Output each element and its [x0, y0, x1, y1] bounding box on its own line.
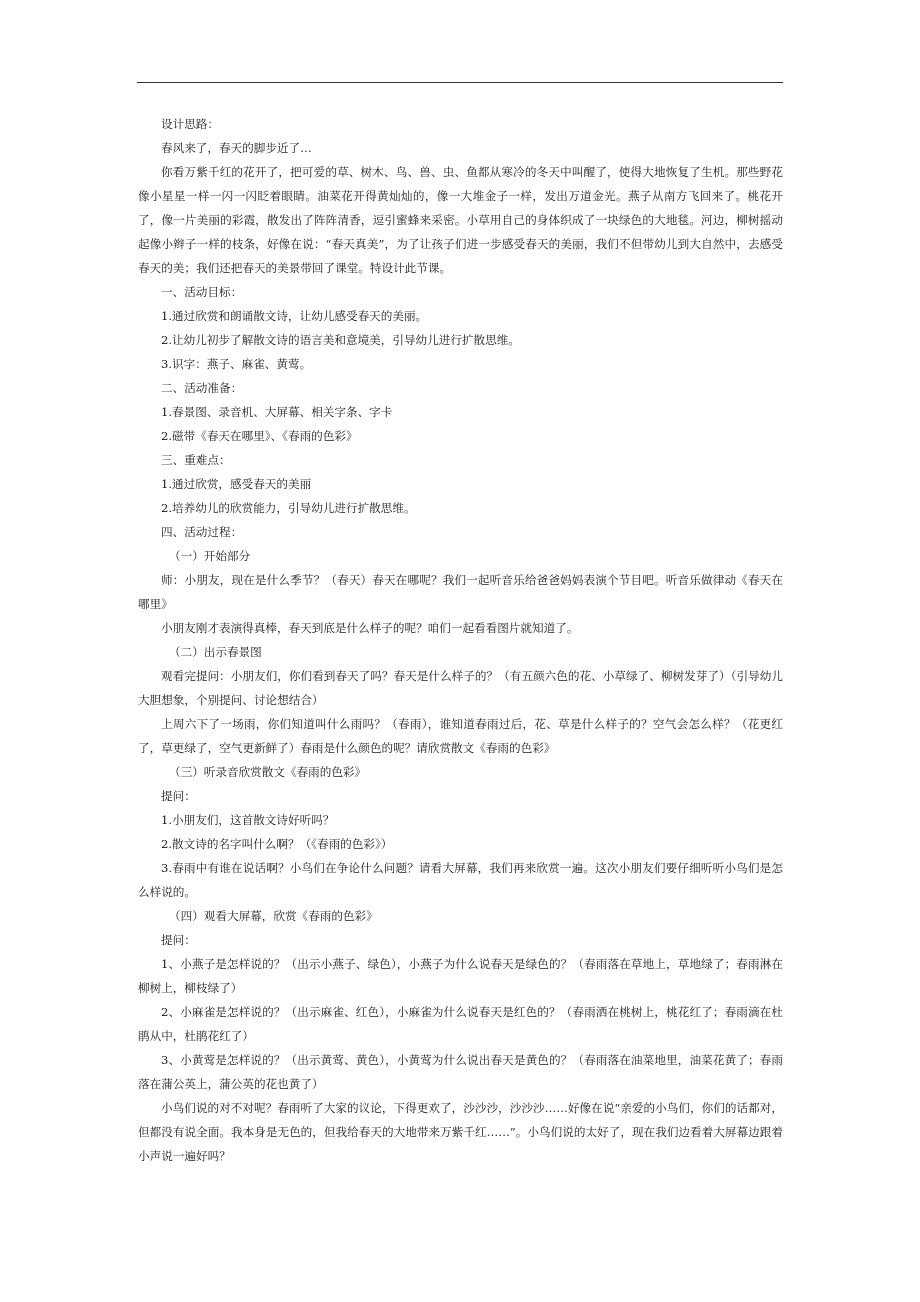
section-heading: 四、活动过程：	[161, 525, 243, 539]
section-heading: 三、重难点：	[161, 453, 231, 467]
list-item: 3.春雨中有谁在说话啊？小鸟们在争论什么问题？请看大屏幕，我们再来欣赏一遍。这次小朋友们要仔细听听小鸟们是怎么样说的。	[138, 861, 783, 899]
paragraph: 观看完提问：小朋友们，你们看到春天了吗？春天是什么样子的？（有五颜六色的花、小草绿了、柳树发芽了）（引导幼儿大胆想象，个别提问、讨论想结合）	[138, 669, 783, 707]
paragraph: 师：小朋友，现在是什么季节？（春天）春天在哪呢？我们一起听音乐给爸爸妈妈表演个节目吧。听音乐做律动《春天在哪里》	[138, 573, 783, 611]
paragraph: 提问：	[161, 789, 196, 803]
list-item: 1、小燕子是怎样说的？（出示小燕子、绿色），小燕子为什么说春天是绿色的？（春雨落在草地上，草地绿了；春雨淋在柳树上，柳枝绿了）	[138, 957, 783, 995]
list-item: 3.识字：燕子、麻雀、黄莺。	[161, 357, 312, 371]
paragraph: 春风来了，春天的脚步近了…	[161, 141, 312, 155]
list-item: 1.小朋友们，这首散文诗好听吗？	[161, 813, 335, 827]
list-item: 2.磁带《春天在哪里》、《春雨的色彩》	[161, 429, 358, 443]
list-item: 3、小黄莺是怎样说的？（出示黄莺、黄色），小黄莺为什么说出春天是黄色的？（春雨落在油菜地里，油菜花黄了；春雨落在蒲公英上，蒲公英的花也黄了）	[138, 1053, 783, 1091]
list-item: 1.通过欣赏，感受春天的美丽	[161, 477, 312, 491]
list-item: 1.春景图、录音机、大屏幕、相关字条、字卡	[161, 405, 393, 419]
paragraph: 提问：	[161, 933, 196, 947]
paragraph: 小鸟们说的对不对呢？春雨听了大家的议论，下得更欢了，沙沙沙，沙沙沙……好像在说“亲爱的小鸟们，你们的话都对，但都没有说全面。我本身是无色的，但我给春天的大地带来万紫千红……”。小鸟们说的太好了，现在我们边看着大屏幕边跟着小声说一遍好吗？	[138, 1101, 783, 1163]
header-rule	[137, 82, 783, 83]
design-idea-heading: 设计思路：	[161, 117, 219, 131]
section-heading: 二、活动准备：	[161, 381, 243, 395]
section-heading: 一、活动目标：	[161, 285, 243, 299]
paragraph: 上周六下了一场雨，你们知道叫什么雨吗？（春雨），谁知道春雨过后，花、草是什么样子的？空气会怎么样？（花更红了，草更绿了，空气更新鲜了）春雨是什么颜色的呢？请欣赏散文《春雨的色彩》	[138, 717, 783, 755]
list-item: 2.培养幼儿的欣赏能力，引导幼儿进行扩散思维。	[161, 501, 416, 515]
list-item: 2.散文诗的名字叫什么啊？（《春雨的色彩》）	[161, 837, 393, 851]
subsection-heading: （二）出示春景图	[169, 645, 262, 659]
list-item: 2.让幼儿初步了解散文诗的语言美和意境美，引导幼儿进行扩散思维。	[161, 333, 520, 347]
document-body	[138, 112, 783, 1168]
subsection-heading: （一）开始部分	[169, 549, 251, 563]
paragraph: 你看万紫千红的花开了，把可爱的草、树木、鸟、兽、虫、鱼都从寒冷的冬天中叫醒了，使得大地恢复了生机。那些野花像小星星一样一闪一闪眨着眼睛。油菜花开得黄灿灿的，像一大堆金子一样，发出万道金光。燕子从南方飞回来了。桃花开了，像一片美丽的彩霞，散发出了阵阵清香，逗引蜜蜂来采密。小草用自己的身体织成了一块绿色的大地毯。河边，柳树摇动起像小辫子一样的枝条，好像在说：“春天真美”，为了让孩子们进一步感受春天的美丽，我们不但带幼儿到大自然中，去感受春天的美；我们还把春天的美景带回了课堂。特设计此节课。	[138, 165, 783, 275]
list-item: 1.通过欣赏和朗诵散文诗，让幼儿感受春天的美丽。	[161, 309, 428, 323]
list-item: 2、小麻雀是怎样说的？（出示麻雀、红色），小麻雀为什么说春天是红色的？（春雨洒在桃树上，桃花红了；春雨滴在杜鹃从中，杜鹃花红了）	[138, 1005, 783, 1043]
paragraph: 小朋友刚才表演得真棒，春天到底是什么样子的呢？咱们一起看看图片就知道了。	[161, 621, 579, 635]
subsection-heading: （三）听录音欣赏散文《春雨的色彩》	[169, 765, 367, 779]
subsection-heading: （四）观看大屏幕，欣赏《春雨的色彩》	[169, 909, 378, 923]
